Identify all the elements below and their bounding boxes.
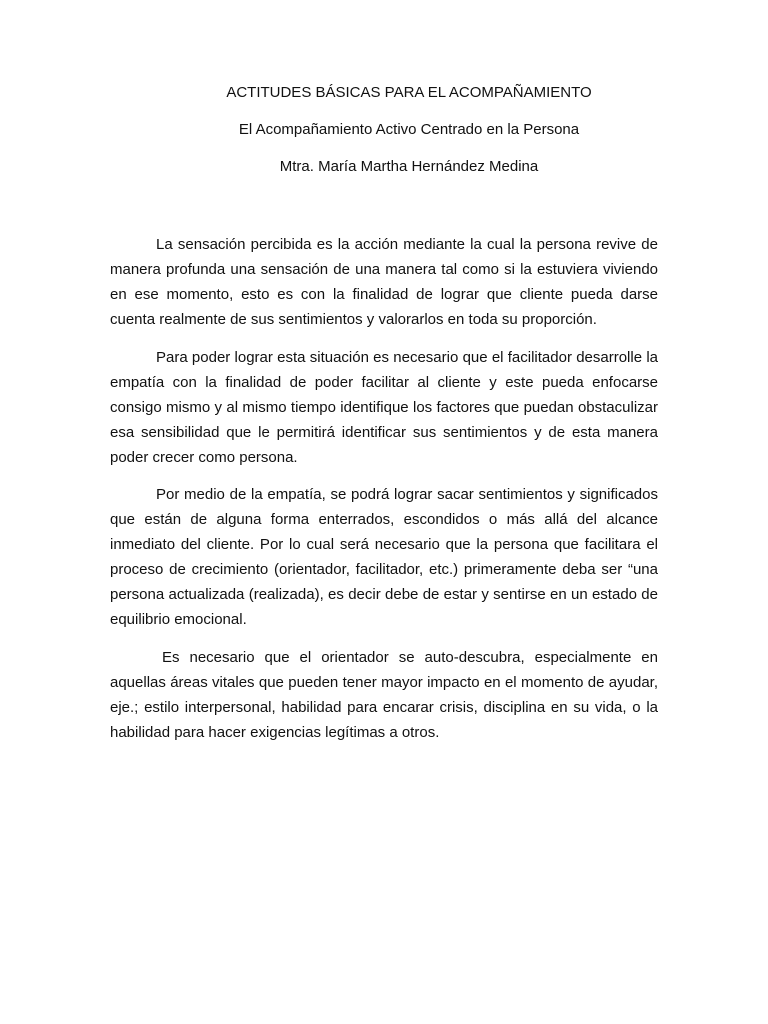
body-paragraph: La sensación percibida es la acción mediante la cual la persona revive de manera profunda una sensación de una manera tal como si la estuviera viviendo en ese momento, esto es con la finalidad de lograr que cliente pueda darse cuenta realmente de sus sentimientos y valorarlos en toda su proporción.: [110, 236, 658, 328]
document-subtitle: El Acompañamiento Activo Centrado en la Persona: [238, 121, 580, 138]
document-author: Mtra. María Martha Hernández Medina: [279, 158, 539, 175]
body-paragraph: Es necesario que el orientador se auto-descubra, especialmente en aquellas áreas vitales que pueden tener mayor impacto en el momento de ayudar, eje.; estilo interpersonal, habilidad para encarar crisis, disciplina en su vida, o la habilidad para hacer exigencias legítimas a otros.: [110, 648, 658, 741]
body-paragraph: Por medio de la empatía, se podrá lograr sacar sentimientos y significados que están de alguna forma enterrados, escondidos o más allá del alcance inmediato del cliente. Por lo cual será necesario que la persona que facilitara el proceso de crecimiento (orientador, facilitador, etc.) primeramente deba ser “una persona actualizada (realizada), es decir debe de estar y sentirse en un estado de equilibrio emocional.: [110, 486, 658, 628]
body-paragraph: Para poder lograr esta situación es necesario que el facilitador desarrolle la empatía con la finalidad de poder facilitar al cliente y este pueda enfocarse consigo mismo y al mismo tiempo identifique los factores que puedan obstaculizar esa sensibilidad que le permitirá identificar sus sentimientos y de esta manera poder crecer como persona.: [110, 348, 658, 466]
document-title: ACTITUDES BÁSICAS PARA EL ACOMPAÑAMIENTO: [226, 84, 592, 101]
document-body: [110, 232, 658, 757]
document-header: [110, 84, 658, 195]
